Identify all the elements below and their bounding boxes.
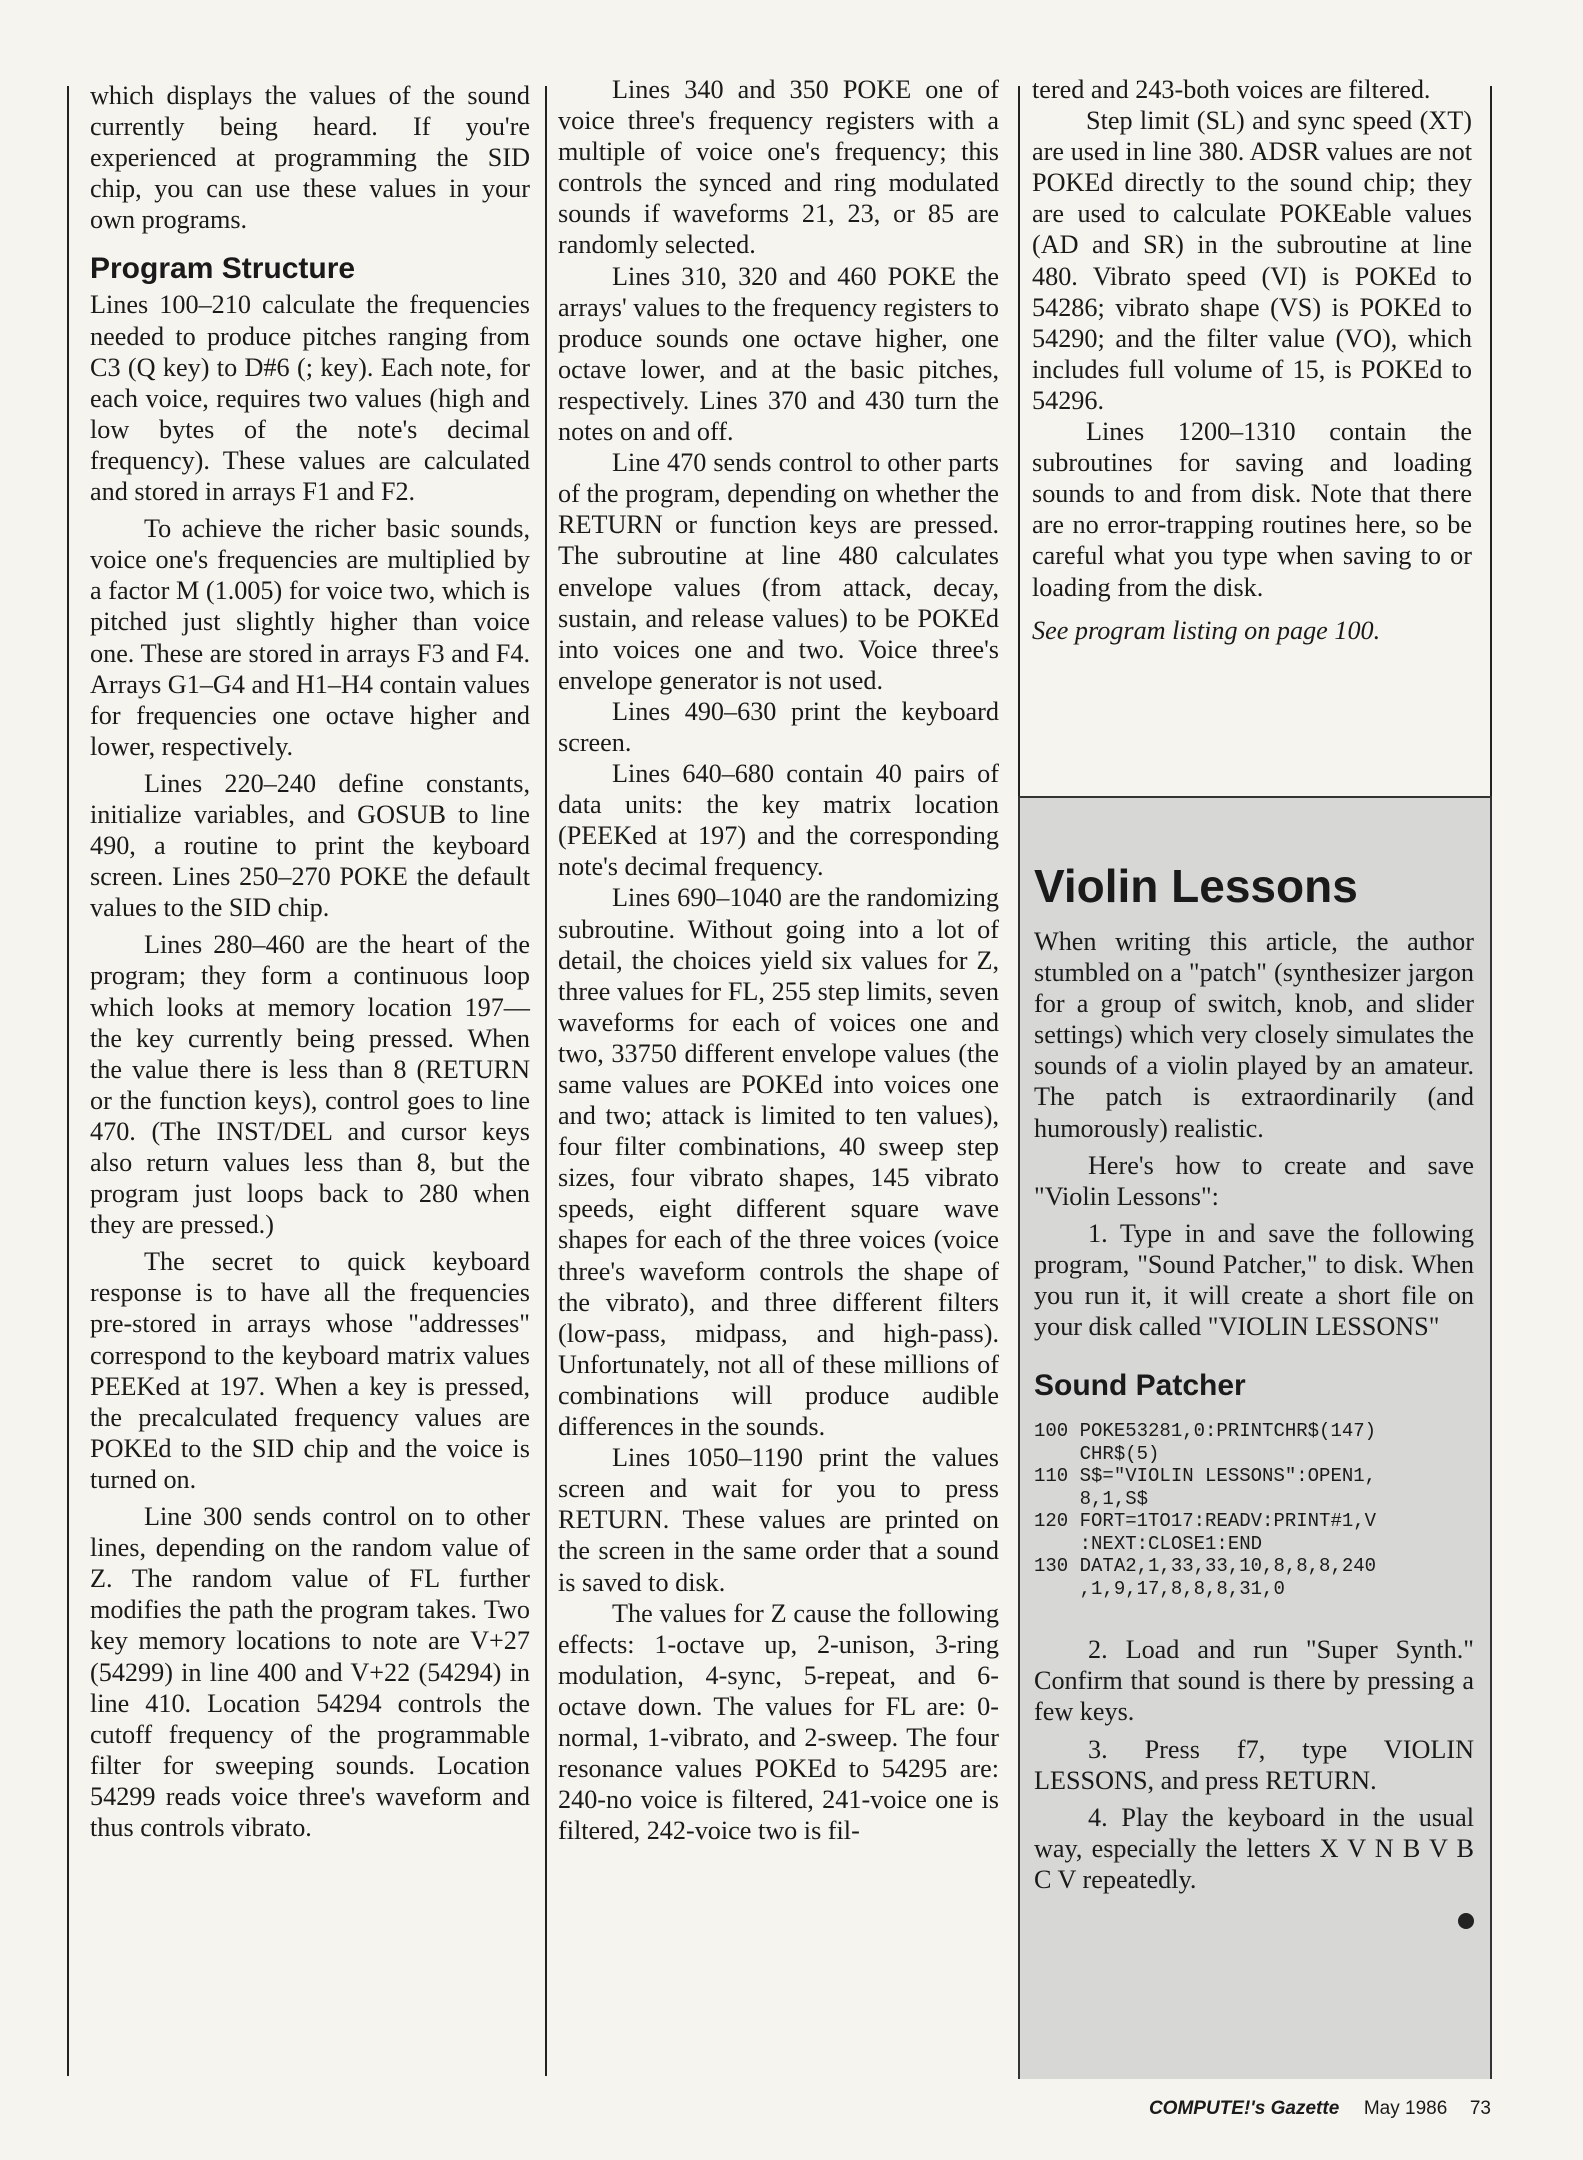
body-paragraph: To achieve the richer basic sounds, voice one's frequencies are multiplied by a factor M (1.005) for voice two, which is pitched just slightly higher than voice one. These are stored in arrays F3 and F4. Arrays G1–G4 and H1–H4 contain values for frequencies one octave higher and lower, respectively. [90,514,530,761]
body-paragraph: 3. Press f7, type VIOLIN LESSONS, and press RETURN. [1034,1734,1474,1795]
body-paragraph: When writing this article, the author stumbled on a "patch" (synthesizer jargon for a group of switch, knob, and slider settings) which very closely simulates the sounds of a violin played by an amateur. The patch is extraordinarily (and humorously) realistic. [1034,927,1474,1143]
body-paragraph: Here's how to create and save "Violin Lessons": [1034,1150,1474,1211]
body-paragraph: 2. Load and run "Super Synth." Confirm that sound is there by pressing a few keys. [1034,1635,1474,1727]
body-paragraph: Lines 340 and 350 POKE one of voice three's frequency registers with a multiple of voice one's frequency; this controls the synced and ring modulated sounds if waveforms 21, 23, or 85 are randomly selected. [558,75,999,260]
end-mark-container [1034,1905,1474,1936]
body-paragraph: 1. Type in and save the following program, "Sound Patcher," to disk. When you run it, it will create a short file on your disk called "VIOLIN LESSONS" [1034,1218,1474,1342]
body-paragraph: Line 300 sends control on to other lines, depending on the random value of Z. The random value of FL further modifies the path the program takes. Two key memory locations to note are V+27 (54299) in line 400 and V+22 (54294) in line 410. Location 54294 controls the cutoff frequency of the programmable filter for sweeping sounds. Location 54299 reads voice three's waveform and thus controls vibrato. [90,1502,530,1842]
page-footer [1149,2098,1491,2120]
column-rule-right [1018,86,1020,798]
column-2 [558,74,999,1846]
body-paragraph: The secret to quick keyboard response is to have all the frequencies pre-stored in arrays whose "addresses" correspond to the keyboard matrix values PEEKed at 197. When a key is pressed, the precalculated frequency values are POKEd to the SID chip and the voice is turned on. [90,1247,530,1494]
body-paragraph: tered and 243-both voices are filtered. [1032,75,1431,104]
sidebar-title: Violin Lessons [1034,860,1358,912]
sidebar-box [1018,798,1492,2079]
body-paragraph: Lines 310, 320 and 460 POKE the arrays' values to the frequency registers to produce sounds one octave higher, one octave lower, and at the basic pitches, respectively. Lines 370 and 430 turn the notes on and off. [558,261,1000,447]
body-paragraph: The values for Z cause the following effects: 1-octave up, 2-unison, 3-ring modulation, 4-sync, 5-repeat, and 6-octave down. The values for FL are: 0-normal, 1-vibrato, and 2-sweep. The four resonance values POKEd to 54295 are: 240-no voice is filtered, 241-voice one is filtered, 242-voice two is fil- [558,1598,999,1846]
issue-date: May 1986 [1363,2098,1448,2119]
section-heading: Program Structure [90,252,356,286]
body-paragraph: Lines 1050–1190 print the values screen and wait for you to press RETURN. These values are printed on the screen in the same order that a sound is saved to disk. [558,1443,999,1597]
body-paragraph: Lines 280–460 are the heart of the program; they form a continuous loop which looks at memory location 197—the key currently being pressed. When the value there is less than 8 (RETURN or the function keys), control goes to line 470. (The INST/DEL and cursor keys also return values less than 8, but the program just loops back to 280 when they are pressed.) [90,930,530,1240]
body-paragraph: which displays the values of the sound currently being heard. If you're experienced at programming the SID chip, you can use these values in your own programs. [90,81,530,235]
listing-title: Sound Patcher [1034,1369,1246,1403]
column-3 [1032,74,1472,646]
body-paragraph: Step limit (SL) and sync speed (XT) are used in line 380. ADSR values are not POKEd directly to the sound chip; they are used to calculate POKEable values (AD and SR) in the subroutine at line 480. Vibrato speed (VI) is POKEd to 54286; vibrato shape (VS) is POKEd to 54290; and the filter value (VO), which includes full volume of 15, is POKEd to 54296. [1032,106,1472,415]
column-rule-left [67,86,69,2076]
see-listing-note: See program listing on page 100. [1032,615,1381,645]
column-1 [90,80,530,1843]
sidebar-content [1034,858,1474,1936]
body-paragraph: Lines 100–210 calculate the frequencies needed to produce pitches ranging from C3 (Q key) to D#6 (; key). Each note, for each voice, requires two values (high and low bytes of the note's decimal frequency). These values are calculated and stored in arrays F1 and F2. [90,290,530,507]
body-paragraph: Lines 690–1040 are the randomizing subroutine. Without going into a lot of detail, the choices yield six values for Z, three values for FL, 255 step limits, seven waveforms for each of voices one and two, 33750 different envelope values (the same values are POKEd into voices one and two; attack is limited to ten values), four filter combinations, 40 sweep step sizes, four vibrato shapes, 145 vibrato speeds, eight different square wave shapes for each of the three voices (voice three's waveform controls the shape of the vibrato), and three different filters (low-pass, midpass, and high-pass). Unfortunately, not all of these millions of combinations will produce audible differences in the sounds. [558,883,999,1442]
column-rule-right-edge [1490,86,1492,798]
page-number: 73 [1469,2098,1491,2119]
body-paragraph: Lines 1200–1310 contain the subroutines for saving and loading sounds to and from disk. Note that there are no error-trapping routines here, so be careful what you type when saving to or loading from the disk. [1032,417,1472,602]
body-paragraph: Lines 640–680 contain 40 pairs of data units: the key matrix location (PEEKed at 197) and the corresponding note's decimal frequency. [558,759,999,882]
body-paragraph: Line 470 sends control to other parts of the program, depending on whether the RETURN or function keys are pressed. The subroutine at line 480 calculates envelope values (from attack, decay, sustain, and release values) to be POKEd into voices one and two. Voice three's envelope generator is not used. [558,448,999,695]
sidebar-top-rule [1018,796,1492,798]
body-paragraph: Lines 220–240 define constants, initialize variables, and GOSUB to line 490, a routine to print the keyboard screen. Lines 250–270 POKE the default values to the SID chip. [90,768,530,923]
code-listing: 100 POKE53281,0:PRINTCHR$(147) CHR$(5) 110 S$="VIOLIN LESSONS":OPEN1, 8,1,S$ 120 FORT=1TO17:READV:PRINT#1,V :NEXT:CLOSE1:END 130 DATA2,1,33,33,10,8,8,8,240 ,1,9,17,8,8,8,31,0 [1034,1420,1377,1600]
column-rule-center [545,86,547,2076]
body-paragraph: Lines 490–630 print the keyboard screen. [558,696,999,757]
end-of-article-icon [1458,1913,1474,1929]
body-paragraph: 4. Play the keyboard in the usual way, especially the letters X V N B V B C V repeatedly. [1034,1802,1474,1894]
magazine-name: COMPUTE!'s Gazette [1148,2098,1340,2119]
